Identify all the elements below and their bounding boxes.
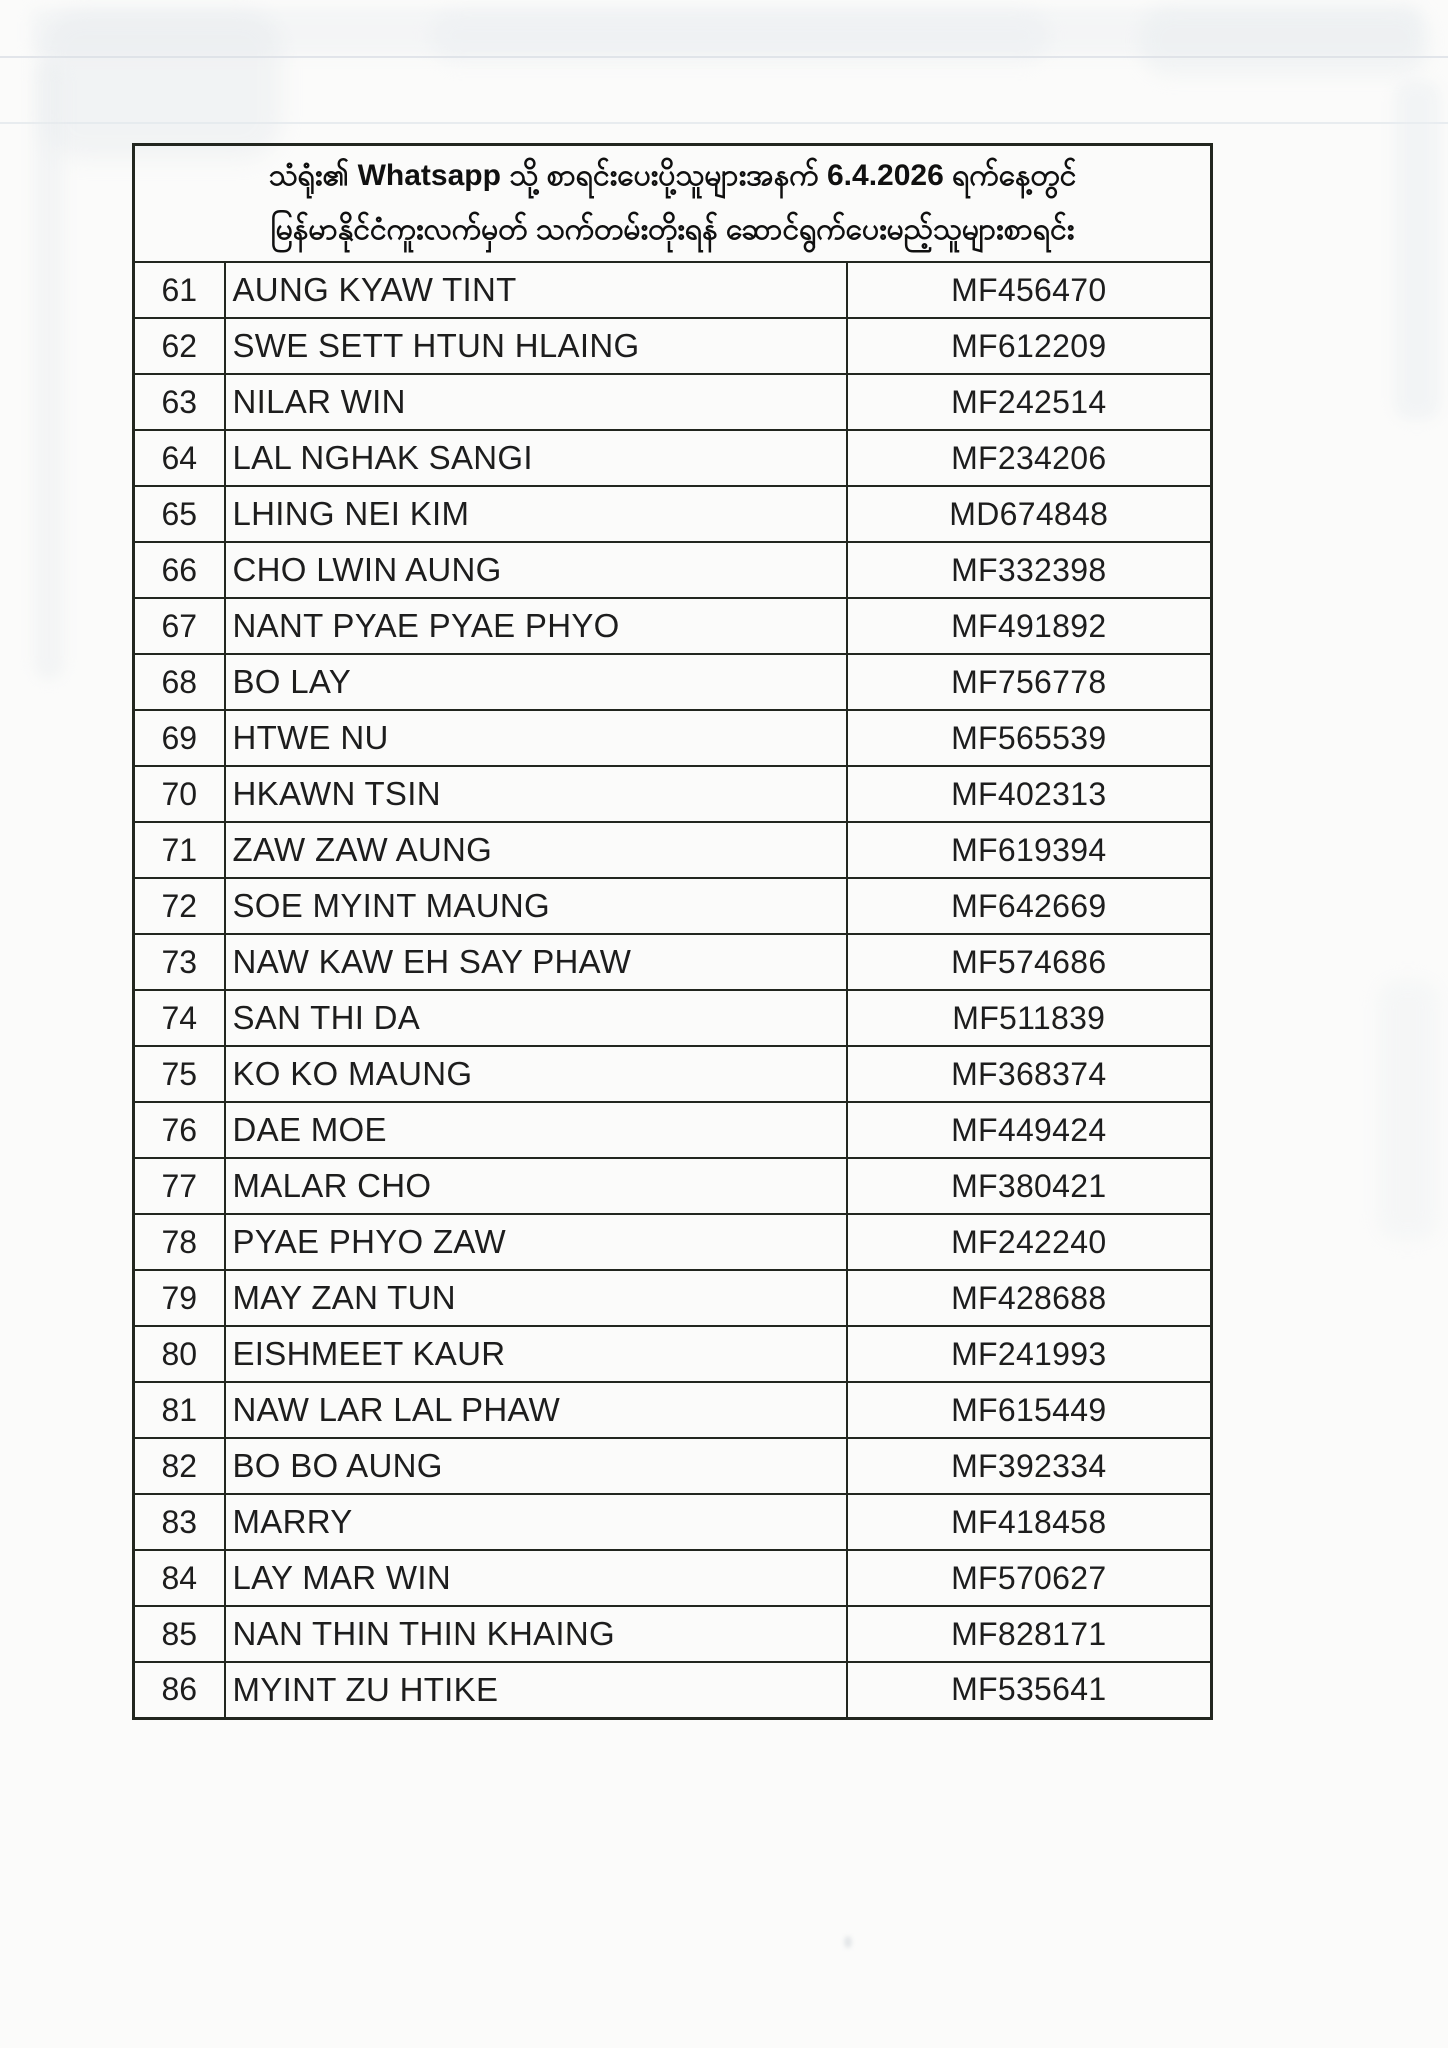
row-passport-cell: MF234206	[847, 430, 1212, 486]
row-passport-cell: MF418458	[847, 1494, 1212, 1550]
row-number-cell: 63	[134, 374, 225, 430]
scan-artifact-top-band	[30, 8, 1420, 56]
row-number-cell: 77	[134, 1158, 225, 1214]
row-name-cell: DAE MOE	[225, 1102, 847, 1158]
table-row	[134, 990, 1212, 1046]
table-row	[134, 1494, 1212, 1550]
row-name-cell: NAN THIN THIN KHAING	[225, 1606, 847, 1662]
row-name-cell: CHO LWIN AUNG	[225, 542, 847, 598]
scan-artifact-blob	[430, 10, 1050, 62]
row-passport-cell: MF642669	[847, 878, 1212, 934]
row-number-cell: 84	[134, 1550, 225, 1606]
table-row	[134, 654, 1212, 710]
table-row	[134, 318, 1212, 374]
table-row	[134, 1102, 1212, 1158]
row-number-cell: 80	[134, 1326, 225, 1382]
table-row	[134, 710, 1212, 766]
row-name-cell: SOE MYINT MAUNG	[225, 878, 847, 934]
row-number-cell: 69	[134, 710, 225, 766]
row-name-cell: LAL NGHAK SANGI	[225, 430, 847, 486]
row-number-cell: 83	[134, 1494, 225, 1550]
row-passport-cell: MF756778	[847, 654, 1212, 710]
table-row	[134, 822, 1212, 878]
row-name-cell: NAW LAR LAL PHAW	[225, 1382, 847, 1438]
table-title-line-1: သံရုံး၏ Whatsapp သို့ စာရင်းပေးပို့သူများအနက် 6.4.2026 ရက်နေ့တွင်	[268, 159, 1077, 192]
row-passport-cell: MF570627	[847, 1550, 1212, 1606]
row-passport-cell: MF242514	[847, 374, 1212, 430]
row-name-cell: MALAR CHO	[225, 1158, 847, 1214]
row-passport-cell: MF392334	[847, 1438, 1212, 1494]
scan-artifact-smudge	[1394, 80, 1440, 420]
row-passport-cell: MD674848	[847, 486, 1212, 542]
table-row	[134, 1438, 1212, 1494]
row-passport-cell: MF242240	[847, 1214, 1212, 1270]
row-name-cell: LHING NEI KIM	[225, 486, 847, 542]
passport-renewal-table	[132, 143, 1213, 1720]
row-name-cell: NANT PYAE PYAE PHYO	[225, 598, 847, 654]
row-number-cell: 67	[134, 598, 225, 654]
table-row	[134, 598, 1212, 654]
row-name-cell: HTWE NU	[225, 710, 847, 766]
table-row	[134, 430, 1212, 486]
row-passport-cell: MF828171	[847, 1606, 1212, 1662]
table-title-row	[134, 145, 1212, 263]
row-passport-cell: MF402313	[847, 766, 1212, 822]
row-number-cell: 73	[134, 934, 225, 990]
row-passport-cell: MF615449	[847, 1382, 1212, 1438]
table-row	[134, 766, 1212, 822]
table-row	[134, 542, 1212, 598]
row-passport-cell: MF565539	[847, 710, 1212, 766]
table-title	[134, 145, 1212, 263]
row-number-cell: 64	[134, 430, 225, 486]
row-name-cell: BO BO AUNG	[225, 1438, 847, 1494]
row-name-cell: EISHMEET KAUR	[225, 1326, 847, 1382]
row-name-cell: PYAE PHYO ZAW	[225, 1214, 847, 1270]
row-number-cell: 71	[134, 822, 225, 878]
row-name-cell: SAN THI DA	[225, 990, 847, 1046]
scan-artifact-blob	[1140, 6, 1430, 76]
row-name-cell: MYINT ZU HTIKE	[225, 1662, 847, 1718]
row-passport-cell: MF511839	[847, 990, 1212, 1046]
row-number-cell: 79	[134, 1270, 225, 1326]
row-number-cell: 82	[134, 1438, 225, 1494]
row-name-cell: NILAR WIN	[225, 374, 847, 430]
row-name-cell: SWE SETT HTUN HLAING	[225, 318, 847, 374]
table-row	[134, 1270, 1212, 1326]
row-passport-cell: MF368374	[847, 1046, 1212, 1102]
table-body	[134, 262, 1212, 1718]
row-passport-cell: MF241993	[847, 1326, 1212, 1382]
row-passport-cell: MF428688	[847, 1270, 1212, 1326]
table-row	[134, 1326, 1212, 1382]
table-row	[134, 1046, 1212, 1102]
row-number-cell: 81	[134, 1382, 225, 1438]
row-passport-cell: MF332398	[847, 542, 1212, 598]
scan-artifact-line	[0, 122, 1448, 124]
row-number-cell: 76	[134, 1102, 225, 1158]
table-row	[134, 374, 1212, 430]
row-passport-cell: MF449424	[847, 1102, 1212, 1158]
row-passport-cell: MF535641	[847, 1662, 1212, 1718]
table-title-line-2: မြန်မာနိုင်ငံကူးလက်မှတ် သက်တမ်းတိုးရန် ဆောင်ရွက်ပေးမည့်သူများစာရင်း	[270, 212, 1075, 246]
row-name-cell: LAY MAR WIN	[225, 1550, 847, 1606]
row-number-cell: 61	[134, 262, 225, 318]
row-number-cell: 66	[134, 542, 225, 598]
row-number-cell: 65	[134, 486, 225, 542]
row-name-cell: NAW KAW EH SAY PHAW	[225, 934, 847, 990]
row-name-cell: AUNG KYAW TINT	[225, 262, 847, 318]
scan-artifact-dot	[844, 1936, 852, 1948]
table-row	[134, 1158, 1212, 1214]
row-name-cell: KO KO MAUNG	[225, 1046, 847, 1102]
row-number-cell: 78	[134, 1214, 225, 1270]
table-row	[134, 934, 1212, 990]
row-name-cell: MARRY	[225, 1494, 847, 1550]
scan-artifact-smudge	[34, 60, 64, 680]
row-passport-cell: MF380421	[847, 1158, 1212, 1214]
table-row	[134, 1662, 1212, 1718]
row-passport-cell: MF612209	[847, 318, 1212, 374]
row-number-cell: 68	[134, 654, 225, 710]
row-number-cell: 72	[134, 878, 225, 934]
table-row	[134, 1550, 1212, 1606]
row-number-cell: 62	[134, 318, 225, 374]
row-passport-cell: MF456470	[847, 262, 1212, 318]
row-number-cell: 74	[134, 990, 225, 1046]
table-row	[134, 1214, 1212, 1270]
table-row	[134, 878, 1212, 934]
scan-artifact-blob	[42, 10, 282, 160]
row-number-cell: 86	[134, 1662, 225, 1718]
row-passport-cell: MF574686	[847, 934, 1212, 990]
row-name-cell: ZAW ZAW AUNG	[225, 822, 847, 878]
table-row	[134, 486, 1212, 542]
table-row	[134, 1606, 1212, 1662]
scan-artifact-line	[0, 56, 1448, 58]
row-passport-cell: MF619394	[847, 822, 1212, 878]
table-row	[134, 262, 1212, 318]
row-name-cell: BO LAY	[225, 654, 847, 710]
row-number-cell: 85	[134, 1606, 225, 1662]
table-row	[134, 1382, 1212, 1438]
scan-artifact-smudge	[1378, 980, 1438, 1240]
row-name-cell: HKAWN TSIN	[225, 766, 847, 822]
row-number-cell: 70	[134, 766, 225, 822]
row-passport-cell: MF491892	[847, 598, 1212, 654]
row-name-cell: MAY ZAN TUN	[225, 1270, 847, 1326]
row-number-cell: 75	[134, 1046, 225, 1102]
